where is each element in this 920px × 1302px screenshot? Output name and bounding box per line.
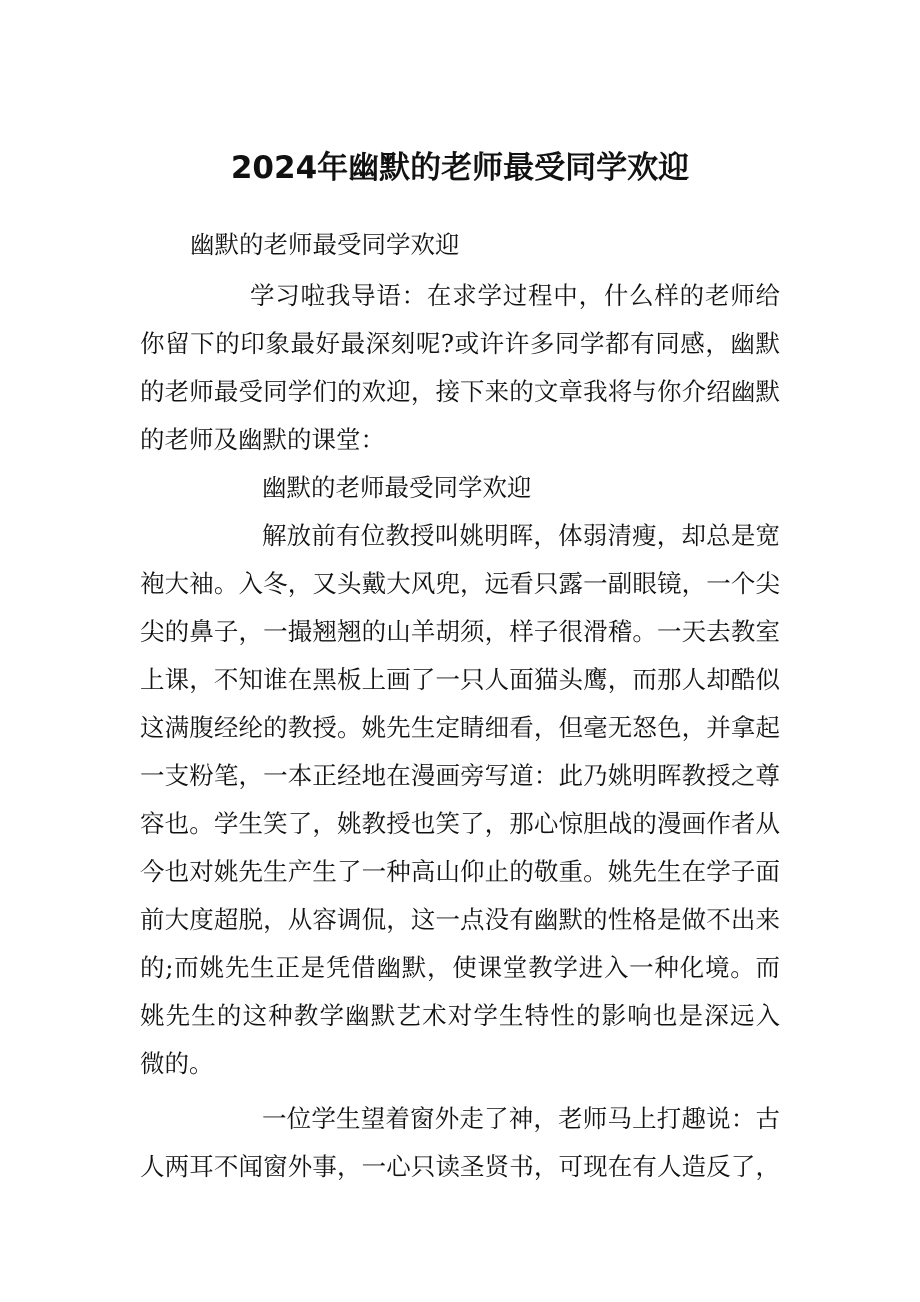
intro-line-4: 的老师及幽默的课堂： xyxy=(140,425,385,454)
paragraph-1-line-4: 上课，不知谁在黑板上画了一只人面猫头鹰，而那人却酷似 xyxy=(140,665,780,694)
paragraph-1-line-9: 前大度超脱，从容调侃，这一点没有幽默的性格是做不出来 xyxy=(140,905,780,934)
paragraph-1-line-12: 微的。 xyxy=(140,1049,214,1078)
paragraph-1-line-1: 解放前有位教授叫姚明晖，体弱清瘦，却总是宽 xyxy=(262,521,780,550)
paragraph-1-line-5: 这满腹经纶的教授。姚先生定睛细看，但毫无怒色，并拿起 xyxy=(140,713,780,742)
paragraph-1-line-8: 今也对姚先生产生了一种高山仰止的敬重。姚先生在学子面 xyxy=(140,857,780,886)
intro-line-2: 你留下的印象最好最深刻呢?或许许多同学都有同感，幽默 xyxy=(140,329,780,358)
paragraph-1-line-2: 袍大袖。入冬，又头戴大风兜，远看只露一副眼镜，一个尖 xyxy=(140,569,780,598)
paragraph-1-line-11: 姚先生的这种教学幽默艺术对学生特性的影响也是深远入 xyxy=(140,1001,780,1030)
paragraph-2-line-1: 一位学生望着窗外走了神，老师马上打趣说：古 xyxy=(262,1104,780,1133)
paragraph-2-line-2: 人两耳不闻窗外事，一心只读圣贤书，可现在有人造反了， xyxy=(140,1152,780,1181)
paragraph-1-line-6: 一支粉笔，一本正经地在漫画旁写道：此乃姚明晖教授之尊 xyxy=(140,761,780,790)
intro-line-1: 学习啦我导语：在求学过程中，什么样的老师给 xyxy=(250,281,780,310)
intro-line-3: 的老师最受同学们的欢迎，接下来的文章我将与你介绍幽默 xyxy=(140,377,780,406)
paragraph-1-line-3: 尖的鼻子，一撮翘翘的山羊胡须，样子很滑稽。一天去教室 xyxy=(140,617,780,646)
document-title: 2024年幽默的老师最受同学欢迎 xyxy=(230,150,690,186)
paragraph-1-line-10: 的;而姚先生正是凭借幽默，使课堂教学进入一种化境。而 xyxy=(140,953,780,982)
subtitle-2: 幽默的老师最受同学欢迎 xyxy=(262,473,532,502)
subtitle-1: 幽默的老师最受同学欢迎 xyxy=(190,230,460,259)
paragraph-1-line-7: 容也。学生笑了，姚教授也笑了，那心惊胆战的漫画作者从 xyxy=(140,809,780,838)
